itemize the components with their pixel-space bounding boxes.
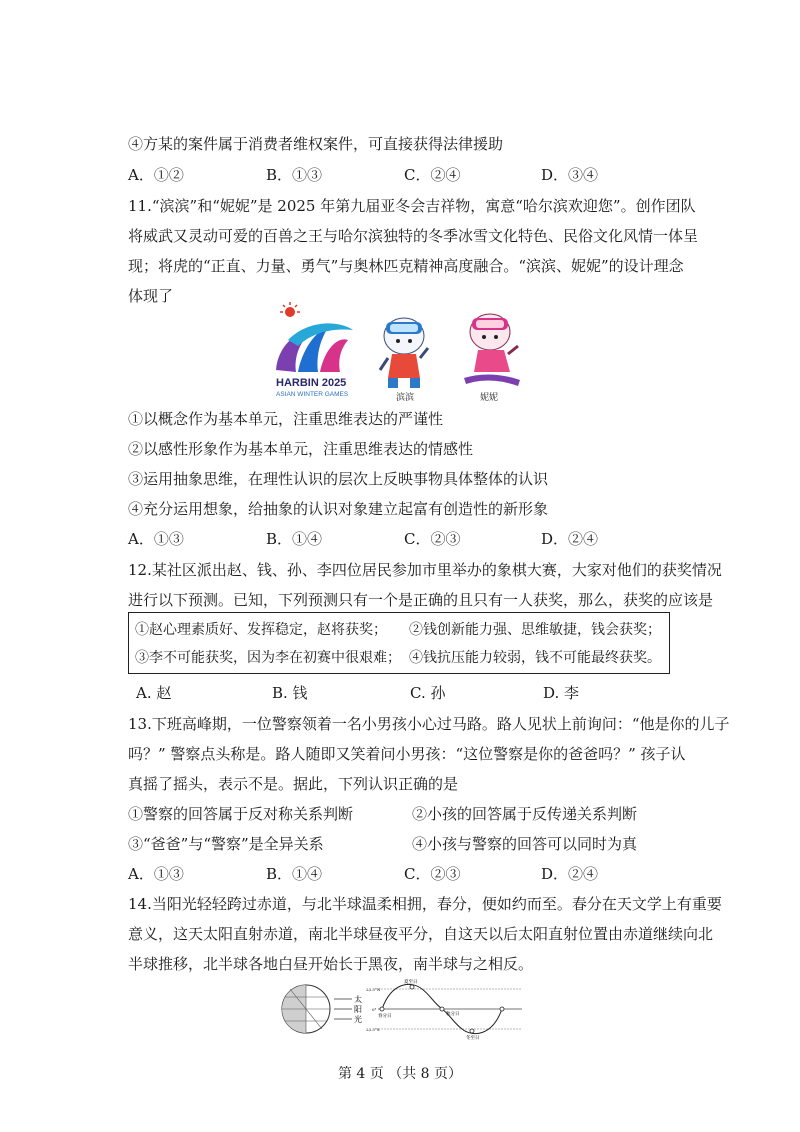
q11-item-2: ②以感性形象作为基本单元，注重思维表达的情感性 xyxy=(128,440,474,458)
q13-stem-line-2: 吗？” 警察点头称是。路人随即又笑着问小男孩：“这位警察是你的爸爸吗？” 孩子认 xyxy=(128,745,686,763)
q11-item-1: ①以概念作为基本单元，注重思维表达的严谨性 xyxy=(128,410,444,428)
solar-illumination-diagram xyxy=(278,975,526,1043)
q11-option-c: C．②③ xyxy=(404,530,461,548)
q11-stem-line-4: 体现了 xyxy=(128,287,174,305)
q14-stem-line-3: 半球推移，北半球各地白昼开始长于黑夜，南半球与之相反。 xyxy=(128,955,534,973)
mascot-binbin-label: 滨滨 xyxy=(396,393,415,403)
q11-item-4: ④充分运用想象，给抽象的认识对象建立起富有创造性的新形象 xyxy=(128,500,549,518)
q12-prediction-3: ③李不可能获奖，因为李在初赛中很艰难； xyxy=(135,650,401,666)
q11-figure xyxy=(268,300,538,405)
mascot-nini xyxy=(464,314,520,386)
q12-prediction-2: ②钱创新能力强、思维敏捷，钱会获奖； xyxy=(409,622,661,638)
q10-item-4: ④方某的案件属于消费者维权案件，可直接获得法律援助 xyxy=(128,135,504,153)
q10-option-c: C．②④ xyxy=(404,166,461,184)
q12-option-b: B. 钱 xyxy=(272,684,308,702)
logo-text: HARBIN 2025 xyxy=(276,377,347,389)
q11-stem-line-1: 11.“滨滨”和“妮妮”是 2025 年第九届亚冬会吉祥物，寓意“哈尔滨欢迎您”。创作团队 xyxy=(128,197,696,215)
q10-option-a: A．①② xyxy=(128,166,184,184)
q12-option-a: A. 赵 xyxy=(136,684,172,702)
q13-option-d: D．②④ xyxy=(541,865,599,883)
asian-games-logo-and-mascots xyxy=(268,300,538,405)
logo-sun-icon xyxy=(285,307,295,317)
q13-option-c: C．②③ xyxy=(404,865,461,883)
q11-option-d: D．②④ xyxy=(541,530,599,548)
q13-item-4: ④小孩与警察的回答可以同时为真 xyxy=(412,835,638,853)
sun-char-3: 光 xyxy=(354,1015,362,1024)
q11-stem-line-2: 将威武又灵动可爱的百兽之王与哈尔滨独特的冬季冰雪文化特色、民俗文化风情一体呈 xyxy=(128,227,699,245)
q13-item-1: ①警察的回答属于反对称关系判断 xyxy=(128,805,354,823)
q13-stem-line-1: 13.下班高峰期，一位警察领着一名小男孩小心过马路。路人见状上前询问：“他是你的儿子 xyxy=(128,715,730,733)
q12-prediction-box xyxy=(128,612,670,674)
q10-option-b: B．①③ xyxy=(266,166,323,184)
q13-item-3: ③“爸爸”与“警察”是全异关系 xyxy=(128,835,324,853)
logo-subtext: ASIAN WINTER GAMES xyxy=(276,391,349,398)
logo-ribbon-pink xyxy=(320,339,348,372)
q11-option-a: A．①③ xyxy=(128,530,184,548)
q13-stem-line-3: 真摇了摇头，表示不是。据此，下列认识正确的是 xyxy=(128,775,459,793)
q13-item-2: ②小孩的回答属于反传递关系判断 xyxy=(412,805,638,823)
mascot-binbin xyxy=(380,318,428,388)
q14-stem-line-1: 14.当阳光轻轻跨过赤道，与北半球温柔相拥，春分，便如约而至。春分在天文学上有重要 xyxy=(128,895,722,913)
q14-stem-line-2: 意义，这天太阳直射赤道，南北半球昼夜平分，自这天以后太阳直射位置由赤道继续向北 xyxy=(128,925,714,943)
q12-stem-line-1: 12.某社区派出赵、钱、孙、李四位居民参加市里举办的象棋大赛，大家对他们的获奖情况 xyxy=(128,561,722,579)
spring-equinox-label: 春分日 xyxy=(378,1014,392,1019)
q13-option-b: B．①④ xyxy=(266,865,323,883)
sun-char-1: 太 xyxy=(354,995,362,1004)
q12-prediction-4: ④钱抗压能力较弱，钱不可能最终获奖。 xyxy=(409,650,661,666)
lat-south-label: 23.5°S xyxy=(366,1027,380,1032)
q13-option-a: A．①③ xyxy=(128,865,184,883)
lat-equator-label: 0° xyxy=(372,1007,377,1012)
q12-option-d: D. 李 xyxy=(543,684,580,702)
q14-figure xyxy=(278,975,526,1043)
summer-solstice-label: 夏至日 xyxy=(404,980,418,985)
q10-option-d: D．③④ xyxy=(541,166,599,184)
autumn-equinox-label: 秋分日 xyxy=(446,1012,460,1017)
q11-stem-line-3: 现；将虎的“正直、力量、勇气”与奥林匹克精神高度融合。“滨滨、妮妮”的设计理念 xyxy=(128,257,684,275)
q11-item-3: ③运用抽象思维，在理性认识的层次上反映事物具体整体的认识 xyxy=(128,470,549,488)
mascot-nini-label: 妮妮 xyxy=(480,393,499,403)
q12-option-c: C. 孙 xyxy=(410,684,446,702)
q11-option-b: B．①④ xyxy=(266,530,323,548)
sun-char-2: 阳 xyxy=(354,1005,362,1014)
winter-solstice-label: 冬至日 xyxy=(466,1036,480,1041)
q12-stem-line-2: 进行以下预测。已知，下列预测只有一个是正确的且只有一人获奖，那么，获奖的应该是 xyxy=(128,591,714,609)
page-footer: 第 4 页 （共 8 页） xyxy=(337,1066,463,1082)
lat-north-label: 23.5°N xyxy=(366,987,381,992)
q12-prediction-1: ①赵心理素质好、发挥稳定，赵将获奖； xyxy=(135,622,387,638)
